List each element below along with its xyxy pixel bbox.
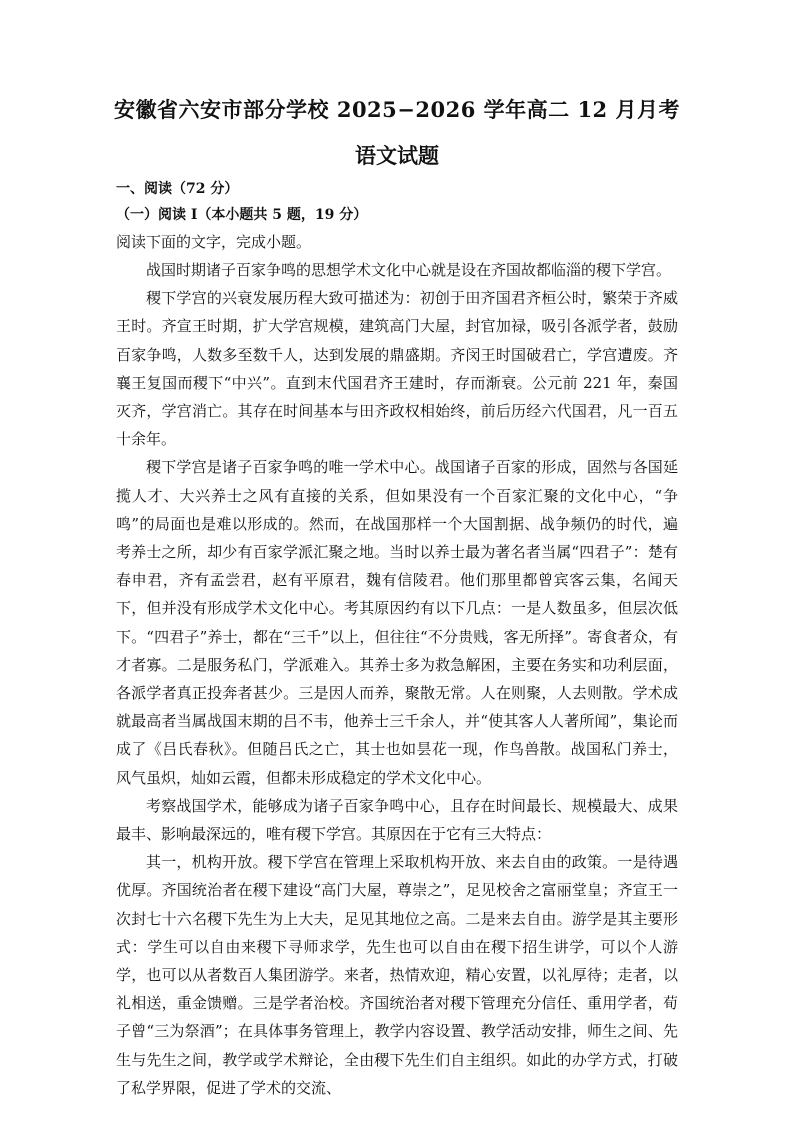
instruction-text: 阅读下面的文字，完成小题。: [116, 233, 312, 251]
exam-title: 安徽省六安市部分学校 2025−2026 学年高二 12 月月考: [114, 97, 680, 122]
paragraph-5: 其一，机构开放。稷下学宫在管理上采取机构开放、来去自由的政策。一是待遇优厚。齐国统治者在稷下建设“高门大屋，尊崇之”，足见校舍之富丽堂皇；齐宣王一次封七十六名稷下先生为上大夫，足见其地位之高。二是来去自由。游学是其主要形式：学生可以自由来稷下寻师求学，先生也可以自由在稷下招生讲学，可以个人游学，也可以从者数百人集团游学。来者，热情欢迎，精心安置，以礼厚待；走者，以礼相送，重金馈赠。三是学者治校。齐国统治者对稷下管理充分信任、重用学者，荀子曾“三为祭酒”；在具体事务管理上，教学内容设置、教学活动安排，师生之间、先生与先生之间，教学或学术辩论，全由稷下先生们自主组织。如此的办学方式，打破了私学界限，促进了学术的交流、: [116, 853, 678, 1097]
paragraph-1: 战国时期诸子百家争鸣的思想学术文化中心就是设在齐国故都临淄的稷下学宫。: [146, 261, 672, 279]
paragraph-4: 考察战国学术，能够成为诸子百家争鸣中心，且存在时间最长、规模最大、成果最丰、影响最深远的，唯有稷下学宫。其原因在于它有三大特点：: [116, 796, 678, 844]
exam-subtitle: 语文试题: [355, 143, 439, 168]
paragraph-2: 稷下学宫的兴衰发展历程大致可描述为：初创于田齐国君齐桓公时，繁荣于齐威王时。齐宣王时期，扩大学宫规模，建筑高门大屋，封官加禄，吸引各派学者，鼓励百家争鸣，人数多至数千人，达到发展的鼎盛期。齐闵王时国破君亡，学宫遭废。齐襄王复国而稷下“中兴”。直到末代国君齐王建时，存而渐衰。公元前 221 年，秦国灭齐，学宫消亡。其存在时间基本与田齐政权相始终，前后历经六代国君，凡一百五十余年。: [116, 289, 678, 449]
section-heading-reading: 一、阅读（72 分）: [116, 181, 239, 197]
subsection-heading-reading-1: （一）阅读 I（本小题共 5 题，19 分）: [116, 207, 368, 223]
exam-body: [116, 176, 678, 1102]
paragraph-3: 稷下学宫是诸子百家争鸣的唯一学术中心。战国诸子百家的形成，固然与各国延揽人才、大兴养士之风有直接的关系，但如果没有一个百家汇聚的文化中心，“争鸣”的局面也是难以形成的。然而，在战国那样一个大国割据、战争频仍的时代，遍考养士之所，却少有百家学派汇聚之地。当时以养士最为著名者当属“四君子”：楚有春申君，齐有孟尝君，赵有平原君，魏有信陵君。他们那里都曾宾客云集，名闻天下，但并没有形成学术文化中心。考其原因约有以下几点：一是人数虽多，但层次低下。“四君子”养士，都在“三千”以上，但往往“不分贵贱，客无所择”。寄食者众，有才者寡。二是服务私门，学派难入。其养士多为救急解困，主要在务实和功利层面，各派学者真正投奔者甚少。三是因人而养，聚散无常。人在则聚，人去则散。学术成就最高者当属战国末期的吕不韦，他养士三千余人，并“使其客人人著所闻”，集论而成了《吕氏春秋》。但随吕氏之亡，其士也如昙花一现，作鸟兽散。战国私门养士，风气虽炽，灿如云霞，但都未形成稳定的学术文化中心。: [116, 458, 678, 787]
